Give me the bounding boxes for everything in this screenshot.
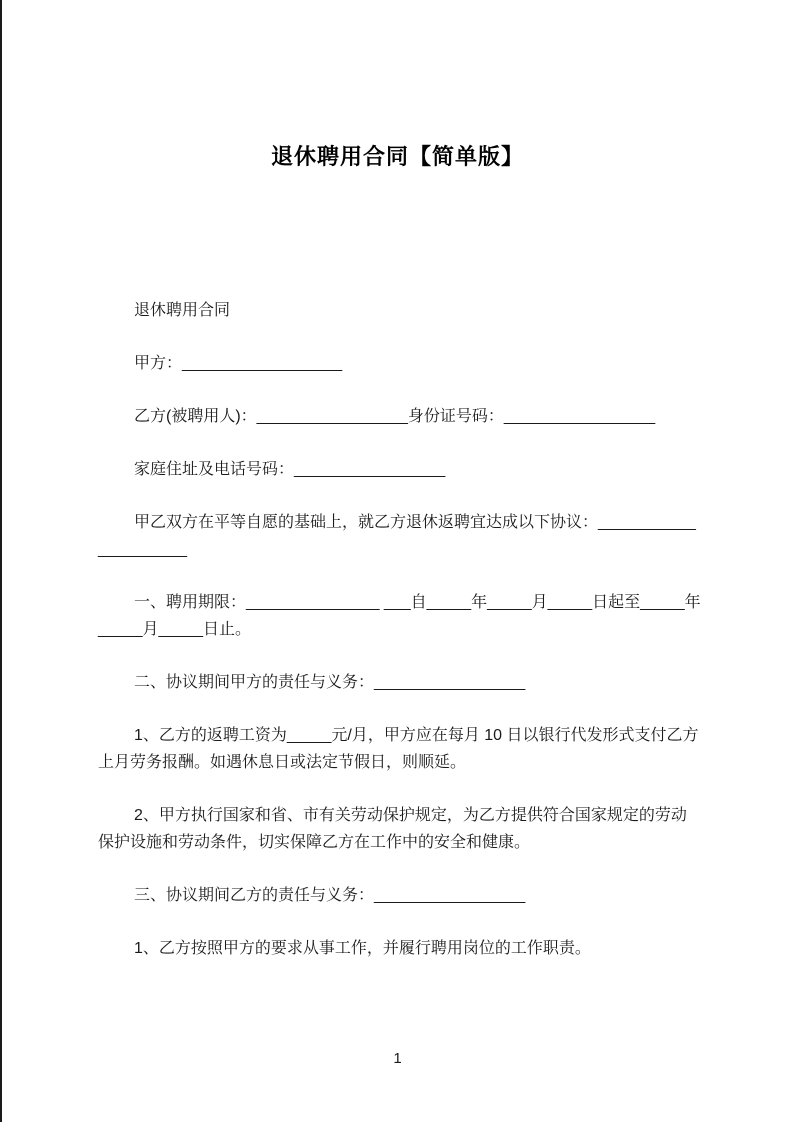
paragraph-clause-2-party-a-duties: 二、协议期间甲方的责任与义务：_________________ — [134, 674, 526, 691]
paragraph-clause-2-item-2: 2、甲方执行国家和省、市有关劳动保护规定，为乙方提供符合国家规定的劳动保护设施和劳动条件，切实保障乙方在工作中的安全和健康。 — [98, 807, 687, 851]
paragraph-party-b-id: 乙方(被聘用人)：_________________身份证号码：_________________ — [134, 408, 656, 425]
paragraph-agreement-intro: 甲乙双方在平等自愿的基础上，就乙方退休返聘宜达成以下协议：_____________________ — [98, 514, 696, 558]
paragraph-clause-3-party-b-duties: 三、协议期间乙方的责任与义务：_________________ — [134, 887, 526, 904]
paragraph-address-phone: 家庭住址及电话号码：_________________ — [134, 461, 446, 478]
paragraph-party-a: 甲方：__________________ — [134, 355, 343, 372]
document-body — [98, 297, 701, 962]
paragraph-clause-3-item-1: 1、乙方按照甲方的要求从事工作，并履行聘用岗位的工作职责。 — [134, 940, 591, 957]
paragraph-clause-1-term: 一、聘用期限：_______________ ___自_____年_____月_____日起至_____年_____月_____日止。 — [98, 594, 701, 638]
paragraph-clause-2-item-1: 1、乙方的返聘工资为_____元/月，甲方应在每月 10 日以银行代发形式支付乙方上月劳务报酬。如遇休息日或法定节假日，则顺延。 — [98, 727, 699, 771]
document-title: 退休聘用合同【简单版】 — [270, 144, 524, 169]
page-number: 1 — [393, 1050, 402, 1067]
paragraph-heading-line: 退休聘用合同 — [134, 302, 231, 319]
